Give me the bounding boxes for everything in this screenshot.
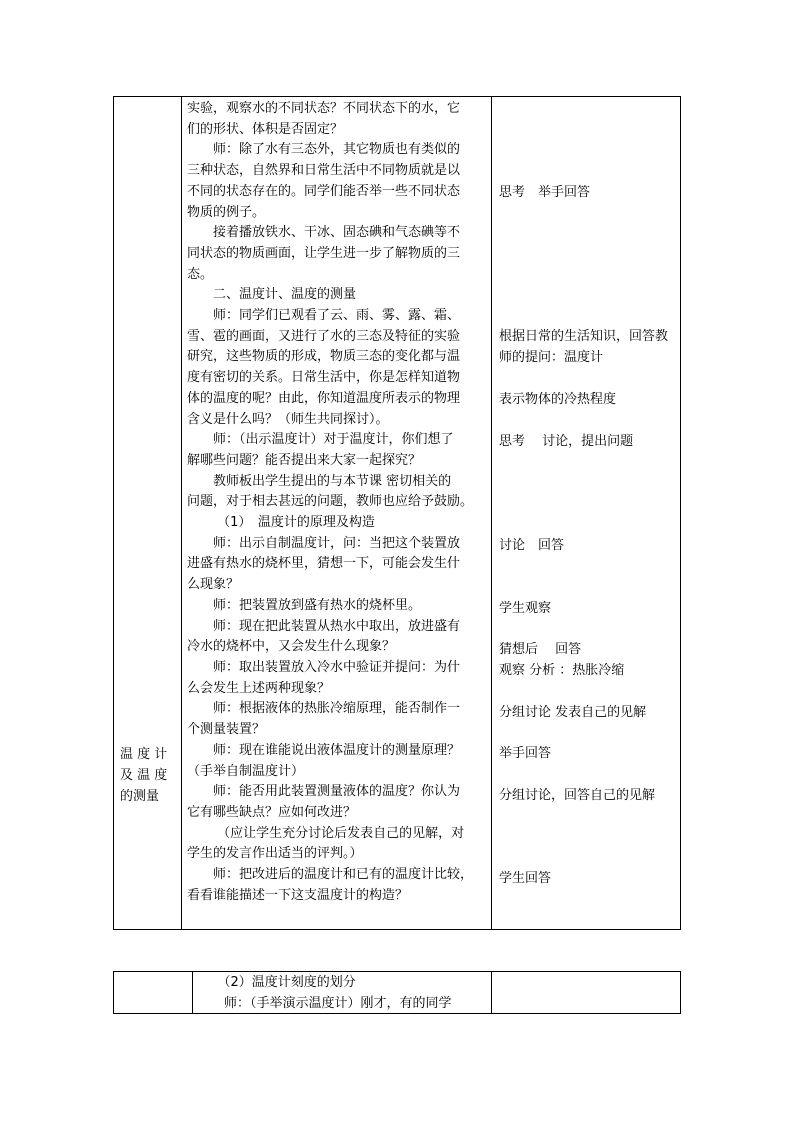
section-label-line: 及 温 度 xyxy=(120,768,168,783)
section-label-line: 温 度 计 xyxy=(120,747,168,762)
content-line: 么现象？ xyxy=(187,577,240,593)
content-line: 研究，这些物质的形成，物质三态的变化都与温 xyxy=(187,349,461,365)
student-activity: 讨论 回答 xyxy=(499,538,565,553)
student-activity: 学生回答 xyxy=(499,871,552,886)
lesson-table-2 xyxy=(113,971,681,1014)
content-line: （2）温度计刻度的划分 xyxy=(198,975,356,990)
content-line: 态。 xyxy=(187,266,214,282)
content-line: 师：取出装置放入冷水中验证并提问：为什 xyxy=(187,659,461,675)
content-line: 看看谁能描述一下这支温度计的构造？ xyxy=(187,887,409,903)
student-activity: 根据日常的生活知识，回答教 xyxy=(499,329,669,344)
column-divider-1 xyxy=(181,97,182,929)
lesson-table-1 xyxy=(113,96,681,930)
section-label-line: 的测量 xyxy=(120,789,160,804)
content-line: 含义是什么吗？（师生共同探讨）。 xyxy=(187,411,389,427)
column-divider-2 xyxy=(491,972,492,1013)
content-line: 师：（出示温度计）对于温度计，你们想了 xyxy=(187,432,454,448)
content-line: 师：能否用此装置测量液体的温度？你认为 xyxy=(187,784,461,800)
content-line: 三种状态，自然界和日常生活中不同物质就是以 xyxy=(187,163,461,179)
student-activity: 分组讨论 发表自己的见解 xyxy=(499,705,647,720)
teaching-content xyxy=(187,99,473,906)
content-line: 问题，对于相去甚远的问题，教师也应给予鼓励。 xyxy=(187,494,474,510)
content-line: 体的温度的呢？由此，你知道温度所表示的物理 xyxy=(187,390,461,406)
student-activity: 思考 举手回答 xyxy=(499,185,591,200)
content-line: 接着播放铁水、干冰、固态碘和气态碘等不 xyxy=(187,225,461,241)
content-line: 雪、雹的画面，又进行了水的三态及特征的实验 xyxy=(187,328,461,344)
student-activity: 师的提问：温度计 xyxy=(499,350,604,365)
content-line: 们的形状、体积是否固定？ xyxy=(187,121,344,137)
content-line: 师：除了水有三态外，其它物质也有类似的 xyxy=(187,142,461,158)
content-line: 它有哪些缺点？应如何改进？ xyxy=(187,804,357,820)
student-activity: 表示物体的冷热程度 xyxy=(499,392,617,407)
content-line: 师：同学们已观看了云、雨、雾、露、霜、 xyxy=(187,308,461,324)
content-line: （应让学生充分讨论后发表自己的见解，对 xyxy=(187,825,465,841)
content-line: 实验，观察水的不同状态？不同状态下的水，它 xyxy=(187,101,461,116)
content-line: 师：出示自制温度计，问：当把这个装置放 xyxy=(187,535,461,551)
content-line: 物质的例子。 xyxy=(187,204,266,220)
column-divider-1 xyxy=(192,972,193,1013)
content-line: 度有密切的关系。日常生活中，你是怎样知道物 xyxy=(187,370,461,386)
content-line: （1） 温度计的原理及构造 xyxy=(187,515,375,531)
content-line: 解哪些问题？能否提出来大家一起探究？ xyxy=(187,452,422,468)
student-activity: 举手回答 xyxy=(499,746,552,761)
content-line: 师：把装置放到盛有热水的烧杯里。 xyxy=(187,597,422,613)
content-line: 同状态的物质画面，让学生进一步了解物质的三 xyxy=(187,245,461,261)
teaching-content xyxy=(198,973,452,1014)
content-line: （手举自制温度计） xyxy=(187,763,305,779)
student-activity: 猜想后 回答 xyxy=(499,642,582,657)
content-line: 不同的状态存在的。同学们能否举一些不同状态 xyxy=(187,183,461,199)
section-label xyxy=(120,744,167,807)
content-line: 教师板出学生提出的与本节课 密切相关的 xyxy=(187,473,452,489)
content-line: 师：把改进后的温度计和已有的温度计比较， xyxy=(187,867,474,883)
content-line: 师：现在把此装置从热水中取出，放进盛有 xyxy=(187,618,461,634)
column-divider-2 xyxy=(491,97,492,929)
content-line: 个测量装置？ xyxy=(187,722,266,738)
content-line: 进盛有热水的烧杯里，猜想一下，可能会发生什 xyxy=(187,556,461,572)
content-line: 二、温度计、温度的测量 xyxy=(187,287,357,303)
student-activity: 分组讨论，回答自己的见解 xyxy=(499,788,656,803)
content-line: 师：现在谁能说出液体温度计的测量原理？ xyxy=(187,742,461,758)
student-activity: 观察 分析 ：热胀冷缩 xyxy=(499,663,625,678)
student-activity: 思考 讨论，提出问题 xyxy=(499,434,634,449)
content-line: 冷水的烧杯中，又会发生什么现象？ xyxy=(187,639,396,655)
student-activity: 学生观察 xyxy=(499,601,552,616)
content-line: 师：（手举演示温度计）刚才，有的同学 xyxy=(198,995,452,1011)
content-line: 么会发生上述两种现象？ xyxy=(187,680,331,696)
content-line: 学生的发言作出适当的评判。） xyxy=(187,846,363,862)
content-line: 师：根据液体的热胀冷缩原理，能否制作一 xyxy=(187,701,461,717)
